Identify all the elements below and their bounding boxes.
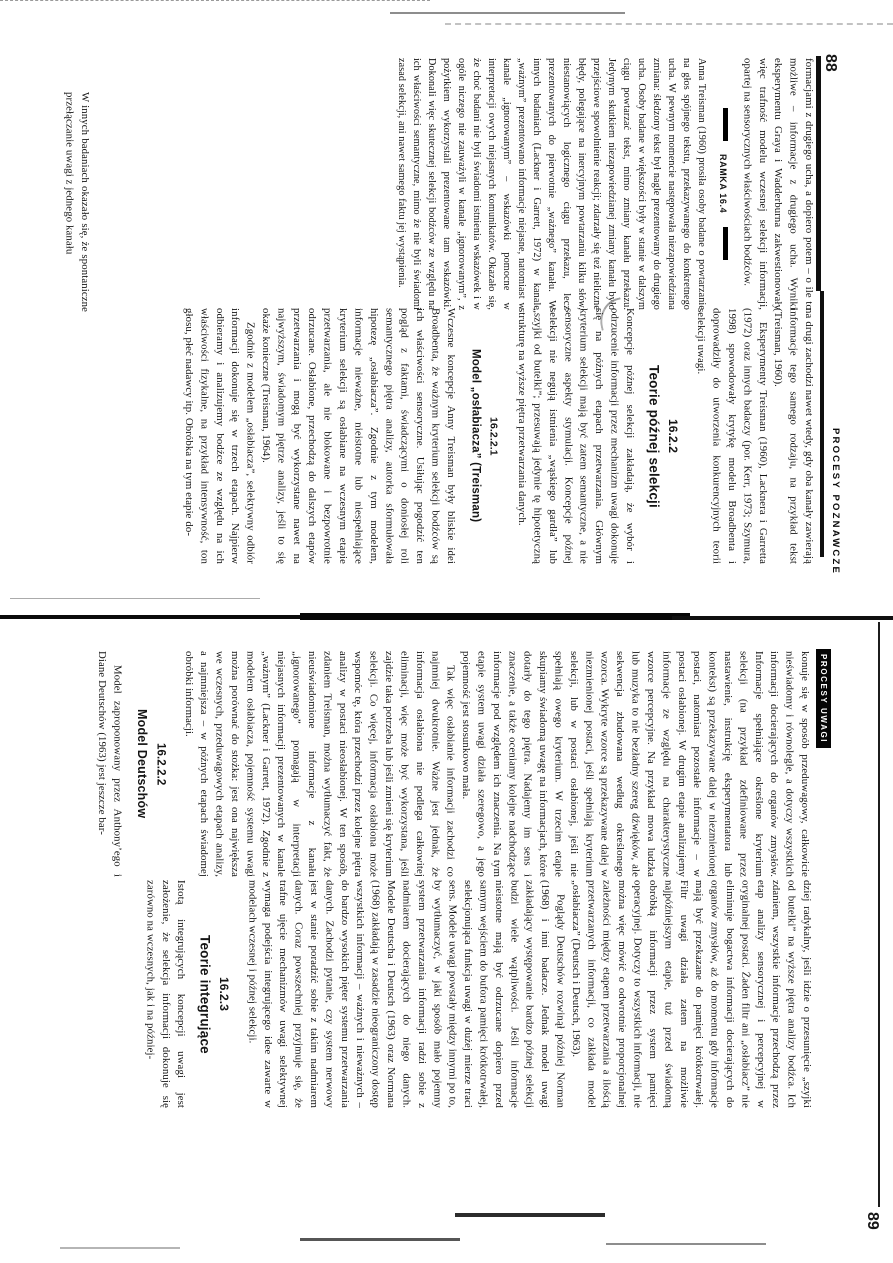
paragraph: formacjami z drugiego ucha, a dopiero potem – o ile to możliwe – informacje z drugiego ucha. Wyniki eksperymentu Graya i Wadderburna zakwestionowały więc trafność modelu wczesnej selekcji informacji, opartej na sensorycznych właściwościach bodźców.: [741, 58, 815, 310]
page-edge-line: [672, 616, 893, 620]
text-column-left: [56, 58, 816, 310]
section-heading-16-2-2: [646, 308, 680, 564]
paragraph: Eksperymenty Treisman (1960), Lacknera i Garretta (1972) oraz innych badaczy (por. Kerr, 1973; Szymura, 1998) spowodowały krytykę modelu Broadbenta i doprowadziły do utworzenia konkurencyjnych teorii selekcji uwagi.: [695, 308, 769, 564]
paragraph: Model zaproponowany przez Anthony’ego i Diane Deutschów (1963) jest jeszcze bar-: [96, 651, 124, 877]
ramka-text: Anna Treisman (1960) prosiła osoby badane o powtarzanie na głos spójnego tekstu, przekazywanego do konkretnego ucha. W pewnym momencie następowała niezapowiedziana zmiana: śledzony tekst był nagle prezentowany do drugiego ucha. Osoby badane w większości były w stanie w dalszym ciągu powtarzać tekst, mimo zmiany kanału przekazu. Jedynym skutkiem niezapowiedzianej zmiany kanału było przejściowe spowolnienie reakcji; zdarzały się też nieliczne błędy, polegające na inercyjnym powtarzaniu kilku słów, niestanowiących logicznego ciągu przekazu, lecz prezentowanych do pierwotnie „ważnego” kanału. W innych badaniach (Lackner i Garrett, 1972) w kanale „ważnym” prezentowano informacje niejasne, natomiast w kanale „ignorowanym” – wskazówki pomocne w interpretacji owych niejasnych komunikatów. Okazało się, że choć badani nie byli świadomi istnienia wskazówek i w ogóle niczego nie zauważyli w kanale „ignorowanym”, z pożytkiem wykorzystali prezentowane tam wskazówki. Dokonali więc skutecznej selekcji bodźców ze względu na ich właściwości semantyczne, mimo że nie byli świadomi zasad selekcji, ani nawet samego faktu jej wystąpienia.: [395, 58, 707, 310]
page-number: 89: [864, 1212, 881, 1230]
section-number: 16.2.3: [216, 977, 231, 1011]
running-head: PROCESY UWAGI: [816, 649, 831, 748]
section-number: 16.2.2.2: [154, 742, 167, 786]
ramka-label: [715, 58, 730, 310]
header-rule: [820, 291, 824, 557]
text-column-right: [70, 308, 816, 564]
scan-artifact-line: [455, 1213, 605, 1217]
ramka-label-bar: [723, 227, 728, 260]
text-column-right: [34, 880, 814, 1108]
scan-artifact-line: [10, 598, 260, 599]
section-heading-16-2-2-1: [467, 308, 501, 564]
paragraph: na drugi zachodzi nawet wtedy, gdy oba kanały zawierają informacje tego samego rodzaju, na przykład tekst (Treisman, 1960).: [772, 308, 815, 564]
text-column-left-continuation: [58, 92, 92, 312]
paragraph: W innych badaniach okazało się, że spontaniczne przełączanie uwagi z jednego kanału: [63, 92, 91, 312]
ramka-label-bar: [723, 108, 728, 141]
scan-artifact-line: [60, 1247, 180, 1249]
section-title: Model Deutschów: [134, 709, 149, 819]
paragraph: Koncepcje późnej selekcji zakładają, że wybór i odrzucenie informacji przez mechanizm uwagi dokonuje się na późnych etapach przetwarzania. Głównym kryterium selekcji mają być zatem semantyczne, a nie sensoryczne aspekty stymulacji. Koncepcje późnej selekcji nie negują istnienia „wąskiego gardła” lub „szyjki od butelki”; przesuwają jedynie tę hipotetyczną strukturę na wyższe piętra przetwarzania danych.: [516, 308, 636, 564]
section-title: Teorie integrujące: [197, 934, 213, 1054]
section-title: Teorie późnej selekcji: [646, 364, 662, 508]
scan-artifact-line: [300, 1238, 460, 1241]
section-title: Model „osłabiacza” (Treisman): [469, 349, 482, 523]
scan-artifact-line: [0, 0, 430, 1]
ramka-box: [302, 58, 730, 310]
section-number: 16.2.2.1: [487, 416, 500, 456]
page-number: 88: [822, 54, 839, 72]
section-number: 16.2.2: [665, 419, 680, 453]
section-heading-16-2-3: [197, 880, 231, 1108]
running-head: PROCESY POZNAWCZE: [830, 428, 841, 576]
ramka-label-text: RAMKA 16.4: [717, 154, 728, 214]
paragraph: Tak więc osłabianie informacji zachodzi co najmniej dwukrotnie. Ważne jest jednak, że informacja osłabiona nie podlega całkowitej eliminacji, więc może być wykorzystana, jeśli zajdzie taka potrzeba lub jeśli zmieni się kryterium selekcji. Co więcej, informacja osłabiona może wspomóc tę, która przechodzi przez kolejne piętra analizy w postaci nieosłabionej. W ten sposób, zdaniem Treisman, można wytłumaczyć fakt, że nieuświadomione informacje z kanału „ignorowanego” pomagają w interpretacji niejasnych informacji prezentowanych w kanale „ważnym” (Lackner i Garrett, 1972). Zgodnie z modelem osłabiacza, pojemność systemu uwagi można porównać do stożka: jest ona największa we wczesnych, przeduwagowych etapach analizy, a najmniejsza – w późnych etapach świadomej obróbki informacji.: [182, 651, 457, 877]
paragraph: dziej radykalny, jeśli idzie o przesunięcie „szyjki od butelki” na wyższe piętra analizy bodźca. Ich zdaniem, wszystkie informacje przechodzą przez etap analizy sensorycznej i percepcyjnej w oryginalnej postaci. Żaden filtr ani „osłabiacz” nie eliminuje bogactwa informacji docierających do organów zmysłów, aż do momentu gdy informacje mają być przekazane do pamięci krótkotrwałej. Filtr uwagi działa zatem na możliwie najpóźniejszym etapie, tuż przed świadomą obróbką informacji przez system pamięci operacyjnej. Dotyczy to wszystkich informacji, nie można więc mówić o odwrotnie proporcjonalnej zależności między etapem przetwarzania a ilością przetwarzanych informacji, co zakłada model „osłabiacza” (Deutsch i Deutsch, 1963).: [569, 880, 813, 1108]
page-edge-line: [0, 615, 330, 619]
header-rule: [816, 56, 821, 291]
scan-artifact-line: [390, 12, 625, 14]
header-rule: [878, 622, 880, 1207]
paragraph: Wczesne koncepcje Anny Treisman były bliskie idei Broadbenta, że ważnym kryterium selekcji bodźców są ich właściwości sensoryczne. Usiłując pogodzić ten pogląd z faktami, świadczącymi o doniosłej roli semantycznego piętra analizy, autorka sformułowała hipotezę „osłabiacza”. Zgodnie z tym modelem, informacje nieważne, nieistotne lub niespełniające kryterium selekcji są osłabiane na wczesnym etapie przetwarzania, ale nie blokowane i bezpowrotnie odrzucane. Osłabione, przechodzą do dalszych etapów przetwarzania i mogą być wykorzystane nawet na najwyższym, świadomym piętrze analizy, jeśli to się okaże konieczne (Treisman, 1964).: [260, 308, 457, 564]
page-88: [0, 0, 893, 612]
scan-artifact-line: [606, 1243, 766, 1245]
paragraph: Istotą integrujących koncepcji uwagi jest założenie, że selekcja informacji dokonuje się zarówno na wczesnych, jak i na później-: [144, 880, 188, 1108]
paragraph: Zgodnie z modelem „osłabiacza”, selektywny odbiór informacji dokonuje się w trzech etapach. Najpierw odbieramy i analizujemy bodźce ze względu na ich właściwości fizykalne, na przykład intensywność, ton głosu, płeć nadawcy itp. Obróbka na tym etapie do-: [182, 308, 257, 564]
paragraph: konuje się w sposób przeduwagowy, całkowicie nieświadomy i równolegle, a dotyczy wszystkich informacji docierających do organów zmysłów. Informacje spełniające określone kryterium selekcji (na przykład zdefiniowane przez nastawienie, instrukcję eksperymentatora lub kontekst) są przekazywane dalej w niezmienionej postaci, natomiast pozostałe informacje – w postaci osłabionej. W drugim etapie analizujemy informacje ze względu na charakterystyczne wzorce percepcyjne. Na przykład mowa ludzka lub muzyka to nie bezładny szereg dźwięków, ale sekwencja zbudowana według określonego wzorca. Wykryte wzorce są przekazywane dalej w niezmienionej postaci, jeśli spełniają kryterium selekcji, lub w postaci osłabionej, jeśli nie spełniają owego kryterium. W trzecim etapie skupiamy świadomą uwagę na informacjach, które dotarły do tego piętra. Nadajemy im sens i znaczenie, a także oceniamy kolejne nadchodzące informacje pod względem ich znaczenia. Na tym etapie system uwagi działa szeregowo, a jego pojemność jest stosunkowo mała.: [460, 651, 811, 877]
section-heading-16-2-2-2: [134, 651, 168, 877]
page-edge-line: [300, 613, 690, 620]
text-column-left: [36, 651, 812, 877]
scan-artifact-line: [445, 23, 893, 25]
page-89: [0, 613, 893, 1263]
paragraph: Poglądy Deutschów rozwinął później Norman (1968) i inni badacze. Jednak model uwagi zakładający występowanie bardzo późnej selekcji budzi wiele wątpliwości. Jeśli informacje nieistotne mają być odrzucane dopiero przed samym wejściem do bufora pamięci krótkotrwałej, selekcjonująca funkcja uwagi w dużej mierze traci sens. Modele uwagi powstały między innymi po to, by wytłumaczyć, w jaki sposób mało pojemny system przetwarzania informacji radzi sobie z nadmiarem docierających do niego danych. Modele Deutscha i Deutsch (1963) oraz Normana (1968) zakładają w zasadzie nieograniczony dostęp wszystkich informacji – ważnych i nieważnych – do bardzo wysokich pięter systemu przetwarzania danych. Zachodzi pytanie, czy system nerwowy jest w stanie poradzić sobie z takim nadmiarem danych. Coraz powszechniej przyjmuje się, że trafne ujęcie mechanizmów uwagi selektywnej wymaga podejścia integrującego idee zawarte w modelach wczesnej i późnej selekcji.: [246, 880, 567, 1108]
